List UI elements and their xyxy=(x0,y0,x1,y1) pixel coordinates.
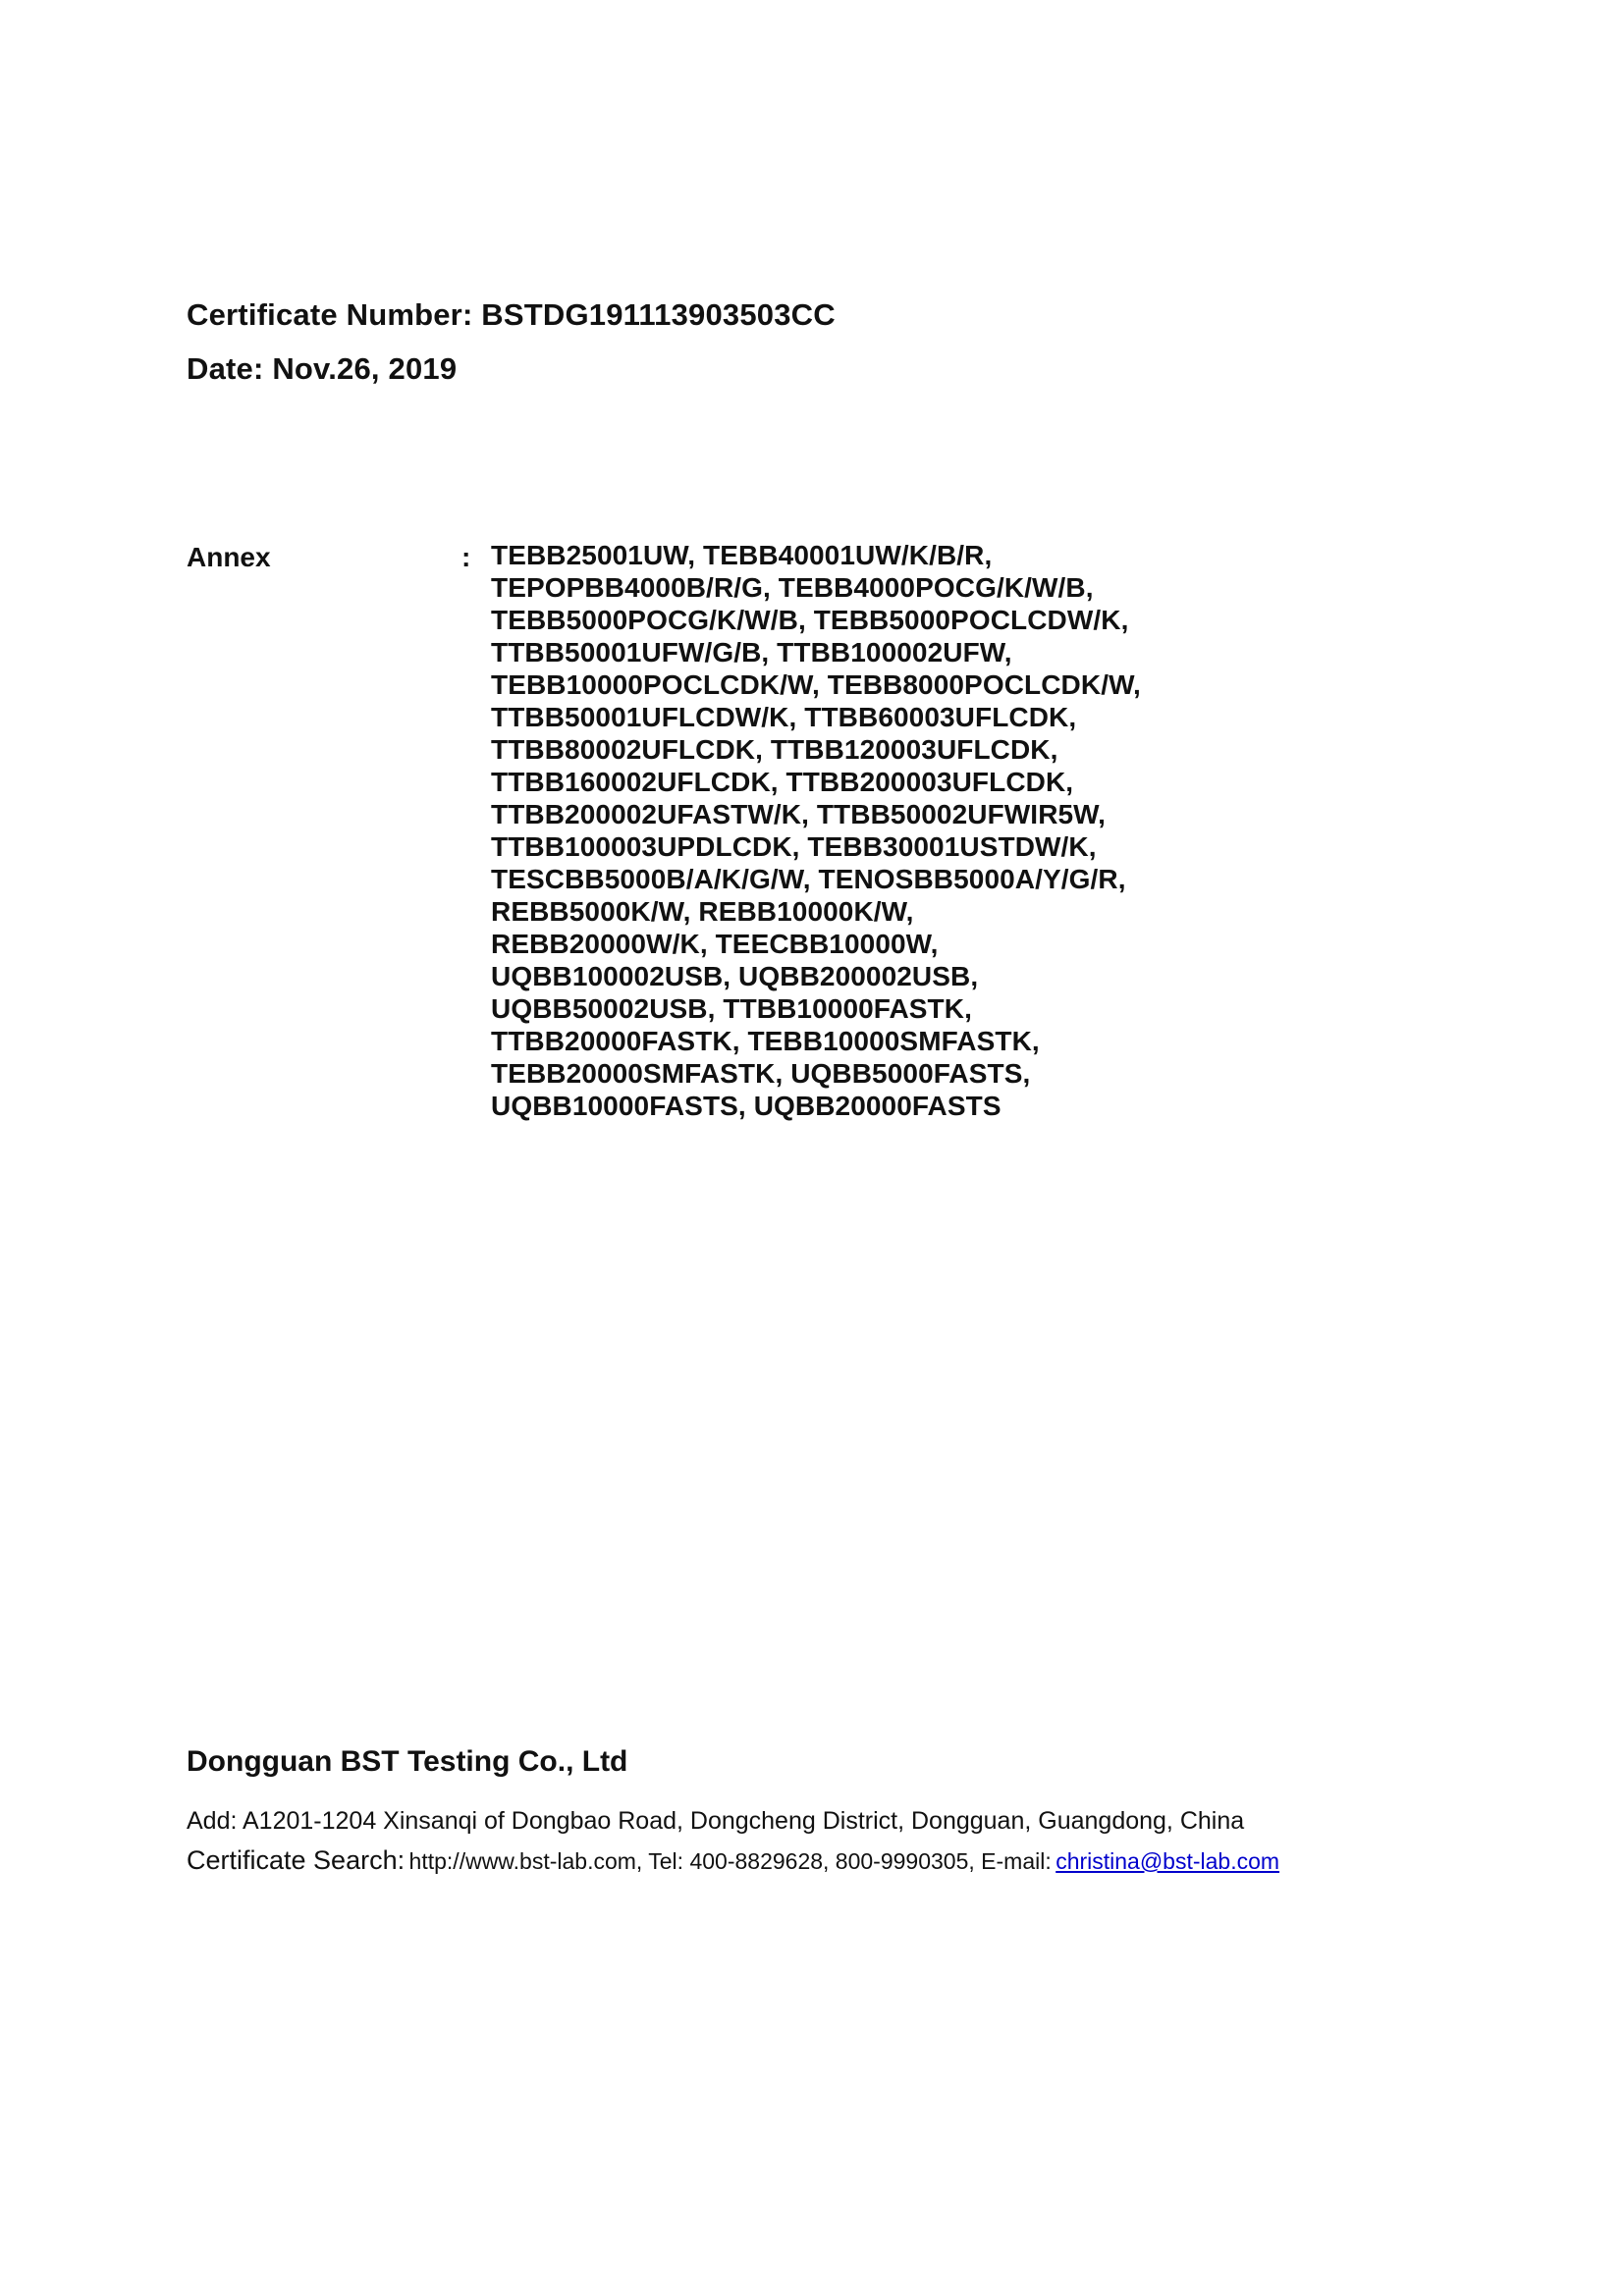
annex-model-line: TTBB160002UFLCDK, TTBB200003UFLCDK, xyxy=(491,767,1074,797)
certificate-search-text: http://www.bst-lab.com, Tel: 400-8829628, 800-9990305, E-mail: xyxy=(408,1848,1052,1874)
annex-label: Annex xyxy=(187,542,271,572)
annex-model-line: TTBB50001UFLCDW/K, TTBB60003UFLCDK, xyxy=(491,702,1077,732)
annex-model-line: TEPOPBB4000B/R/G, TEBB4000POCG/K/W/B, xyxy=(491,572,1094,603)
date-line: Date: Nov.26, 2019 xyxy=(187,351,458,386)
annex-model-line: UQBB10000FASTS, UQBB20000FASTS xyxy=(491,1091,1001,1121)
email-link[interactable]: christina@bst-lab.com xyxy=(1056,1848,1280,1874)
annex-model-line: REBB20000W/K, TEECBB10000W, xyxy=(491,929,939,959)
annex-model-line: TESCBB5000B/A/K/G/W, TENOSBB5000A/Y/G/R, xyxy=(491,864,1126,894)
certificate-number-line: Certificate Number: BSTDG191113903503CC xyxy=(187,297,836,332)
annex-model-line: TTBB20000FASTK, TEBB10000SMFASTK, xyxy=(491,1026,1040,1056)
certificate-search-label: Certificate Search: xyxy=(187,1845,406,1875)
annex-model-line: TTBB50001UFW/G/B, TTBB100002UFW, xyxy=(491,637,1012,667)
annex-separator: : xyxy=(461,542,471,572)
company-address: Add: A1201-1204 Xinsanqi of Dongbao Road, Dongcheng District, Dongguan, Guangdong, China xyxy=(187,1807,1245,1835)
certificate-search-line xyxy=(187,1845,1279,1876)
annex-model-line: TEBB10000POCLCDK/W, TEBB8000POCLCDK/W, xyxy=(491,669,1141,700)
annex-model-line: REBB5000K/W, REBB10000K/W, xyxy=(491,896,914,927)
company-name: Dongguan BST Testing Co., Ltd xyxy=(187,1745,628,1778)
annex-model-line: UQBB50002USB, TTBB10000FASTK, xyxy=(491,993,972,1024)
annex-model-line: TTBB80002UFLCDK, TTBB120003UFLCDK, xyxy=(491,734,1058,765)
annex-model-line: TTBB200002UFASTW/K, TTBB50002UFWIR5W, xyxy=(491,799,1107,829)
annex-model-list xyxy=(491,539,1198,1122)
annex-model-line: TEBB20000SMFASTK, UQBB5000FASTS, xyxy=(491,1058,1031,1089)
annex-model-line: TEBB5000POCG/K/W/B, TEBB5000POCLCDW/K, xyxy=(491,605,1129,635)
annex-model-line: TEBB25001UW, TEBB40001UW/K/B/R, xyxy=(491,540,993,570)
annex-model-line: TTBB100003UPDLCDK, TEBB30001USTDW/K, xyxy=(491,831,1097,862)
annex-model-line: UQBB100002USB, UQBB200002USB, xyxy=(491,961,979,991)
